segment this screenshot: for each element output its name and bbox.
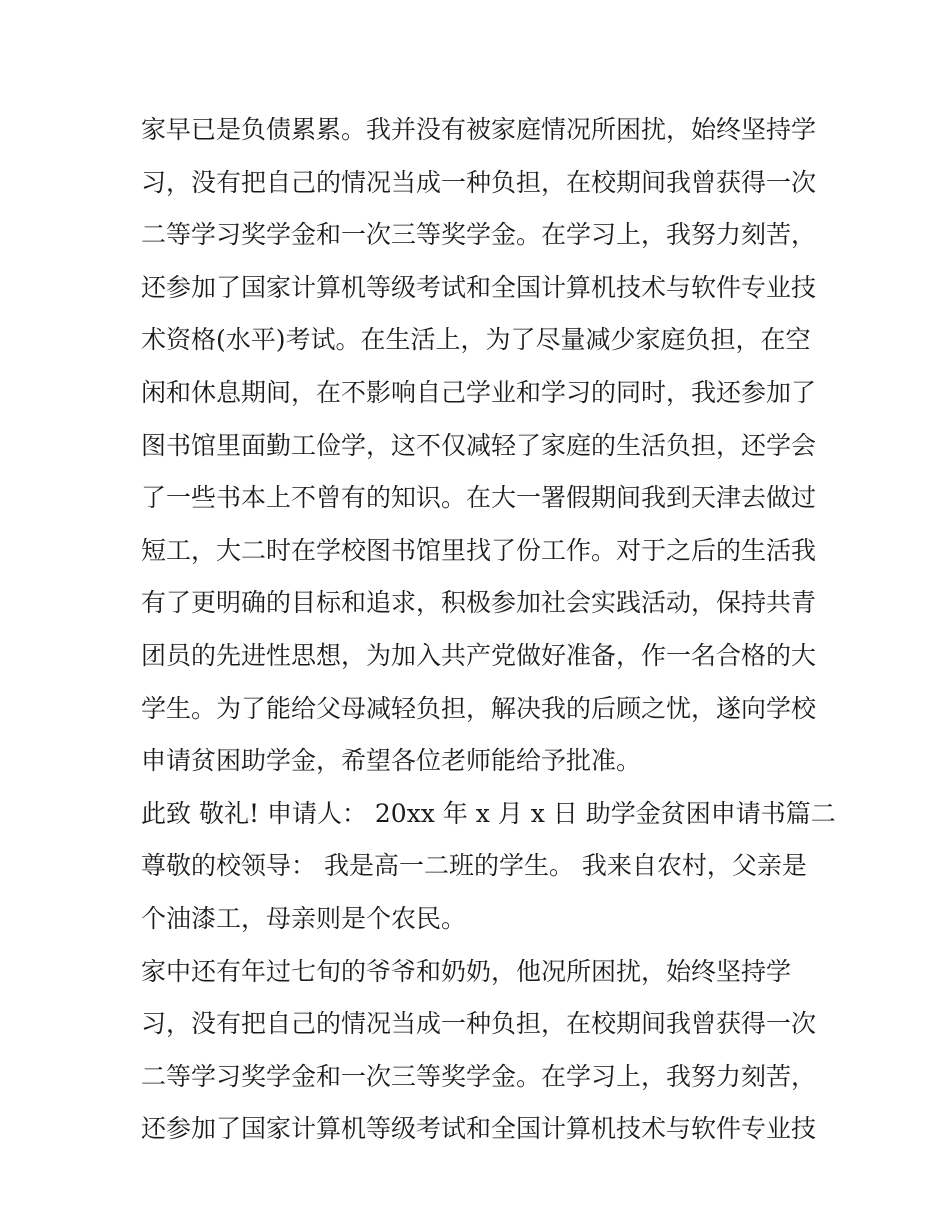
- text-line: 习，没有把自己的情况当成一种负担，在校期间我曾获得一次: [141, 1009, 817, 1039]
- text-line: 闲和休息期间，在不影响自己学业和学习的同时，我还参加了: [141, 377, 817, 407]
- text-line: 图书馆里面勤工俭学，这不仅减轻了家庭的生活负担，还学会: [141, 430, 817, 460]
- text-line: 此致 敬礼! 申请人： 20xx 年 x 月 x 日 助学金贫困申请书篇二: [141, 798, 836, 828]
- body-text: [141, 104, 836, 1156]
- text-line: 学生。为了能给父母减轻负担，解决我的后顾之忧，遂向学校: [141, 693, 817, 723]
- text-line: 习，没有把自己的情况当成一种负担，在校期间我曾获得一次: [141, 167, 817, 197]
- text-line: 家早已是负债累累。我并没有被家庭情况所困扰，始终坚持学: [141, 115, 817, 144]
- text-line: 二等学习奖学金和一次三等奖学金。在学习上，我努力刻苦，: [141, 220, 817, 250]
- text-line: 有了更明确的目标和追求，积极参加社会实践活动，保持共青: [141, 588, 817, 618]
- text-line: 短工，大二时在学校图书馆里找了份工作。对于之后的生活我: [141, 535, 817, 565]
- text-line: 还参加了国家计算机等级考试和全国计算机技术与软件专业技: [141, 272, 817, 302]
- text-line: 二等学习奖学金和一次三等奖学金。在学习上，我努力刻苦，: [141, 1061, 817, 1091]
- text-line: 了一些书本上不曾有的知识。在大一署假期间我到天津去做过: [141, 483, 817, 513]
- text-line: 家中还有年过七旬的爷爷和奶奶，他况所困扰，始终坚持学: [141, 956, 792, 986]
- text-line: 个油漆工，母亲则是个农民。: [141, 903, 467, 933]
- text-line: 申请贫困助学金，希望各位老师能给予批准。: [141, 746, 642, 776]
- text-line: 尊敬的校领导： 我是高一二班的学生。 我来自农村，父亲是: [141, 851, 807, 881]
- text-line: 还参加了国家计算机等级考试和全国计算机技术与软件专业技: [141, 1114, 817, 1144]
- text-line: 团员的先进性思想，为加入共产党做好准备，作一名合格的大: [141, 640, 817, 670]
- text-line: 术资格(水平)考试。在生活上，为了尽量减少家庭负担，在空: [141, 325, 811, 355]
